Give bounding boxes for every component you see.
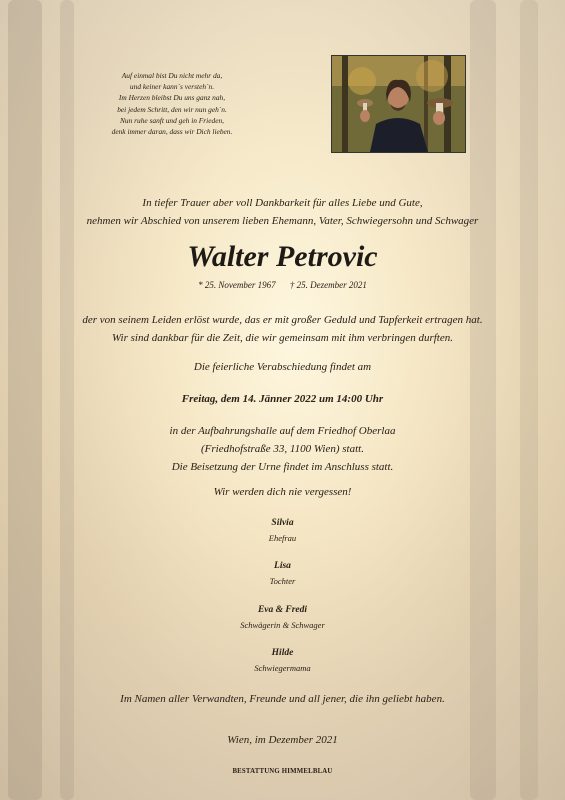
verse-line: Nun ruhe sanft und geh in Frieden, <box>119 115 225 125</box>
intro-text <box>20 194 545 230</box>
mourner-role: Tochter <box>269 576 296 586</box>
deceased-name: Walter Petrovic <box>187 240 378 273</box>
message-text <box>20 311 545 347</box>
farewell-text: Wir werden dich nie vergessen! <box>213 486 352 498</box>
mourner-role: Ehefrau <box>268 533 297 543</box>
verse-line: Im Herzen bleibst Du uns ganz nah, <box>118 93 226 103</box>
message-line: Wir sind dankbar für die Zeit, die wir gemeinsam mit ihm verbringen durften. <box>112 332 453 344</box>
life-dates <box>20 280 545 290</box>
mourner-entry <box>20 559 545 589</box>
mourner-name: Hilde <box>271 648 294 658</box>
mourner-entry <box>20 516 545 546</box>
verse-line: und keiner kann´s versteh´n. <box>129 82 215 92</box>
intro-line: In tiefer Trauer aber voll Dankbarkeit für alles Liebe und Gute, <box>142 197 423 209</box>
location-line: (Friedhofstraße 33, 1100 Wien) statt. <box>201 443 364 455</box>
location-line: Die Beisetzung der Urne findet im Anschluss statt. <box>171 461 394 473</box>
place-date: Wien, im Dezember 2021 <box>227 734 338 746</box>
portrait-photo <box>331 55 466 153</box>
location-line: in der Aufbahrungshalle auf dem Friedhof Oberlaa <box>169 425 396 437</box>
verse-line: Auf einmal bist Du nicht mehr da, <box>121 71 223 80</box>
mourner-entry <box>20 603 545 633</box>
mourner-name: Eva & Fredi <box>257 605 308 615</box>
closing-text: Im Namen aller Verwandten, Freunde und all jener, die ihn geliebt haben. <box>120 693 445 705</box>
location-text <box>20 422 545 476</box>
memorial-verse <box>92 70 252 137</box>
death-date: † 25. Dezember 2021 <box>289 280 367 290</box>
mourner-name: Silvia <box>271 518 294 528</box>
ceremony-date: Freitag, dem 14. Jänner 2022 um 14:00 Uhr <box>181 393 384 405</box>
mourner-name: Lisa <box>274 561 291 571</box>
message-line: der von seinem Leiden erlöst wurde, das er mit großer Geduld und Tapferkeit ertragen hat. <box>82 314 483 326</box>
intro-line: nehmen wir Abschied von unserem lieben Ehemann, Vater, Schwiegersohn und Schwager <box>86 215 479 227</box>
mourner-role: Schwägerin & Schwager <box>240 620 325 630</box>
mourner-role: Schwiegermama <box>254 663 311 673</box>
birth-date: * 25. November 1967 <box>198 280 276 290</box>
portrait-illustration <box>332 56 465 152</box>
undertaker-name: BESTATTUNG HIMMELBLAU <box>232 768 333 775</box>
verse-line: denk immer daran, dass wir Dich lieben. <box>111 127 233 137</box>
mourner-entry <box>20 646 545 676</box>
verse-line: bei jedem Schritt, den wir nun geh´n. <box>117 104 227 114</box>
ceremony-intro: Die feierliche Verabschiedung findet am <box>193 361 372 373</box>
